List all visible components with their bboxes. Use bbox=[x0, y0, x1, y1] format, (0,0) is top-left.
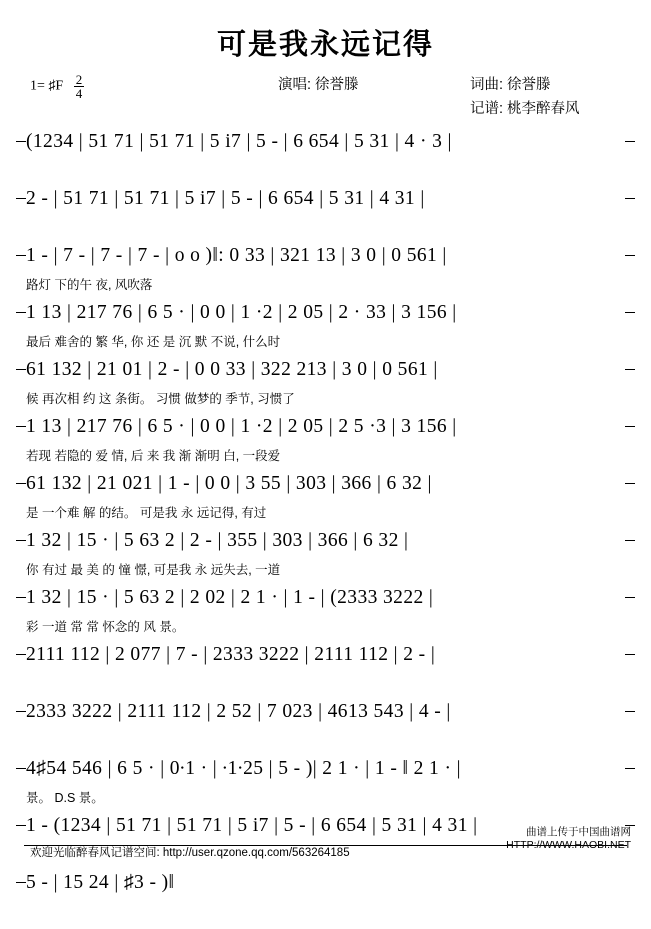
key-signature: 1= ♯F bbox=[30, 78, 64, 94]
page-title: 可是我永远记得 bbox=[216, 29, 434, 61]
system-edge-line-right bbox=[625, 312, 635, 313]
footer-source-line2: HTTP://WWW.HAOBI.NET bbox=[506, 838, 631, 851]
notation-line: 61 132 | 21 01 | 2 - | 0 0 33 | 322 213 | 3 0 | 0 561 | bbox=[26, 359, 438, 380]
system-edge-line-left bbox=[16, 540, 26, 541]
notation-line: 1 - (1234 | 51 71 | 51 71 | 5 i7 | 5 - | 6 654 | 5 31 | 4 31 | bbox=[26, 815, 478, 836]
footer-source bbox=[506, 826, 631, 852]
meter-denominator: 4 bbox=[75, 86, 83, 101]
system-edge-line-right bbox=[625, 597, 635, 598]
notation-line: 2111 112 | 2 077 | 7 - | 2333 3222 | 2111 112 | 2 - | bbox=[26, 644, 436, 665]
music-staff bbox=[26, 131, 625, 929]
lyric-line: 候 再次相 约 这 条街。 习惯 做梦的 季节, 习惯了 bbox=[26, 392, 295, 406]
system-row bbox=[26, 416, 625, 473]
lyric-line: 是 一个难 解 的结。 可是我 永 远记得, 有过 bbox=[26, 506, 267, 520]
lyric-line: 最后 难舍的 繁 华, 你 还 是 沉 默 不说, 什么时 bbox=[26, 335, 281, 349]
notation-line: 1 13 | 217 76 | 6 5 · | 0 0 | 1 ·2 | 2 05 | 2 5 ·3 | 3 156 | bbox=[26, 416, 457, 437]
system-row bbox=[26, 302, 625, 359]
system-row bbox=[26, 359, 625, 416]
system-edge-line-right bbox=[625, 255, 635, 256]
notation-line: 1 32 | 15 · | 5 63 2 | 2 02 | 2 1 · | 1 - | (2333 3222 | bbox=[26, 587, 434, 608]
notation-line: 2333 3222 | 2111 112 | 2 52 | 7 023 | 4613 543 | 4 - | bbox=[26, 701, 451, 722]
system-edge-line-right bbox=[625, 711, 635, 712]
system-row bbox=[26, 872, 625, 929]
notation-line: 4♯54 546 | 6 5 · | 0∙1 · | ∙1∙25 | 5 - )| 2 1 · | 1 - ‖ 2 1 · | bbox=[26, 758, 461, 779]
system-edge-line-left bbox=[16, 426, 26, 427]
system-edge-line-right bbox=[625, 540, 635, 541]
system-edge-line-left bbox=[16, 369, 26, 370]
system-edge-line-left bbox=[16, 711, 26, 712]
singer-credit: 演唱: 徐誉滕 bbox=[278, 77, 359, 93]
notation-line: 1 32 | 15 · | 5 63 2 | 2 - | 355 | 303 | 366 | 6 32 | bbox=[26, 530, 409, 551]
key-and-meter bbox=[30, 73, 84, 100]
system-edge-line-right bbox=[625, 426, 635, 427]
system-edge-line-right bbox=[625, 483, 635, 484]
lyric-line: 景。 D.S 景。 bbox=[26, 791, 104, 805]
system-edge-line-left bbox=[16, 825, 26, 826]
notation-line: 1 13 | 217 76 | 6 5 · | 0 0 | 1 ·2 | 2 05 | 2 · 33 | 3 156 | bbox=[26, 302, 457, 323]
system-row bbox=[26, 473, 625, 530]
system-row bbox=[26, 587, 625, 644]
system-edge-line-left bbox=[16, 255, 26, 256]
notation-line: 5 - | 15 24 | ♯3 - )‖ bbox=[26, 872, 175, 893]
system-edge-line-left bbox=[16, 483, 26, 484]
system-row bbox=[26, 131, 625, 188]
system-edge-line-left bbox=[16, 198, 26, 199]
system-edge-line-right bbox=[625, 198, 635, 199]
writer-credit: 词曲: 徐誉滕 bbox=[470, 77, 551, 93]
credits-block bbox=[0, 69, 651, 131]
notation-line: (1234 | 51 71 | 51 71 | 5 i7 | 5 - | 6 654 | 5 31 | 4 · 3 | bbox=[26, 131, 452, 152]
time-signature bbox=[74, 73, 85, 100]
system-edge-line-left bbox=[16, 141, 26, 142]
system-row bbox=[26, 245, 625, 302]
sheet-music-page bbox=[0, 22, 651, 893]
system-edge-line-left bbox=[16, 654, 26, 655]
system-row bbox=[26, 188, 625, 245]
lyric-line: 路灯 下的午 夜, 风吹落 bbox=[26, 278, 153, 292]
system-edge-line-right bbox=[625, 654, 635, 655]
system-row bbox=[26, 644, 625, 701]
notation-line: 1 - | 7 - | 7 - | 7 - | o o )‖: 0 33 | 321 13 | 3 0 | 0 561 | bbox=[26, 245, 447, 266]
system-edge-line-right bbox=[625, 768, 635, 769]
footer-credit-link[interactable]: 欢迎光临醉春风记谱空间: http://user.qzone.qq.com/563264185 bbox=[30, 847, 350, 859]
system-row bbox=[26, 530, 625, 587]
notation-line: 2 - | 51 71 | 51 71 | 5 i7 | 5 - | 6 654 | 5 31 | 4 31 | bbox=[26, 188, 425, 209]
system-edge-line-right bbox=[625, 369, 635, 370]
system-edge-line-left bbox=[16, 882, 26, 883]
lyric-line: 彩 一道 常 常 怀念的 风 景。 bbox=[26, 620, 185, 634]
lyric-line bbox=[26, 161, 625, 183]
system-edge-line-right bbox=[625, 141, 635, 142]
scorer-credit: 记谱: 桃李醉春风 bbox=[470, 101, 580, 117]
lyric-line bbox=[26, 674, 625, 696]
lyric-line: 若现 若隐的 爱 情, 后 来 我 渐 渐明 白, 一段爱 bbox=[26, 449, 281, 463]
lyric-line: 你 有过 最 美 的 憧 憬, 可是我 永 远失去, 一道 bbox=[26, 563, 281, 577]
notation-line: 61 132 | 21 021 | 1 - | 0 0 | 3 55 | 303 | 366 | 6 32 | bbox=[26, 473, 432, 494]
lyric-line bbox=[26, 218, 625, 240]
system-row bbox=[26, 701, 625, 758]
lyric-line bbox=[26, 902, 625, 924]
system-edge-line-left bbox=[16, 768, 26, 769]
system-edge-line-left bbox=[16, 312, 26, 313]
meter-numerator: 2 bbox=[75, 72, 83, 87]
footer-source-line1: 曲谱上传于中国曲谱网 bbox=[526, 825, 631, 838]
system-row bbox=[26, 758, 625, 815]
system-edge-line-left bbox=[16, 597, 26, 598]
lyric-line bbox=[26, 731, 625, 753]
